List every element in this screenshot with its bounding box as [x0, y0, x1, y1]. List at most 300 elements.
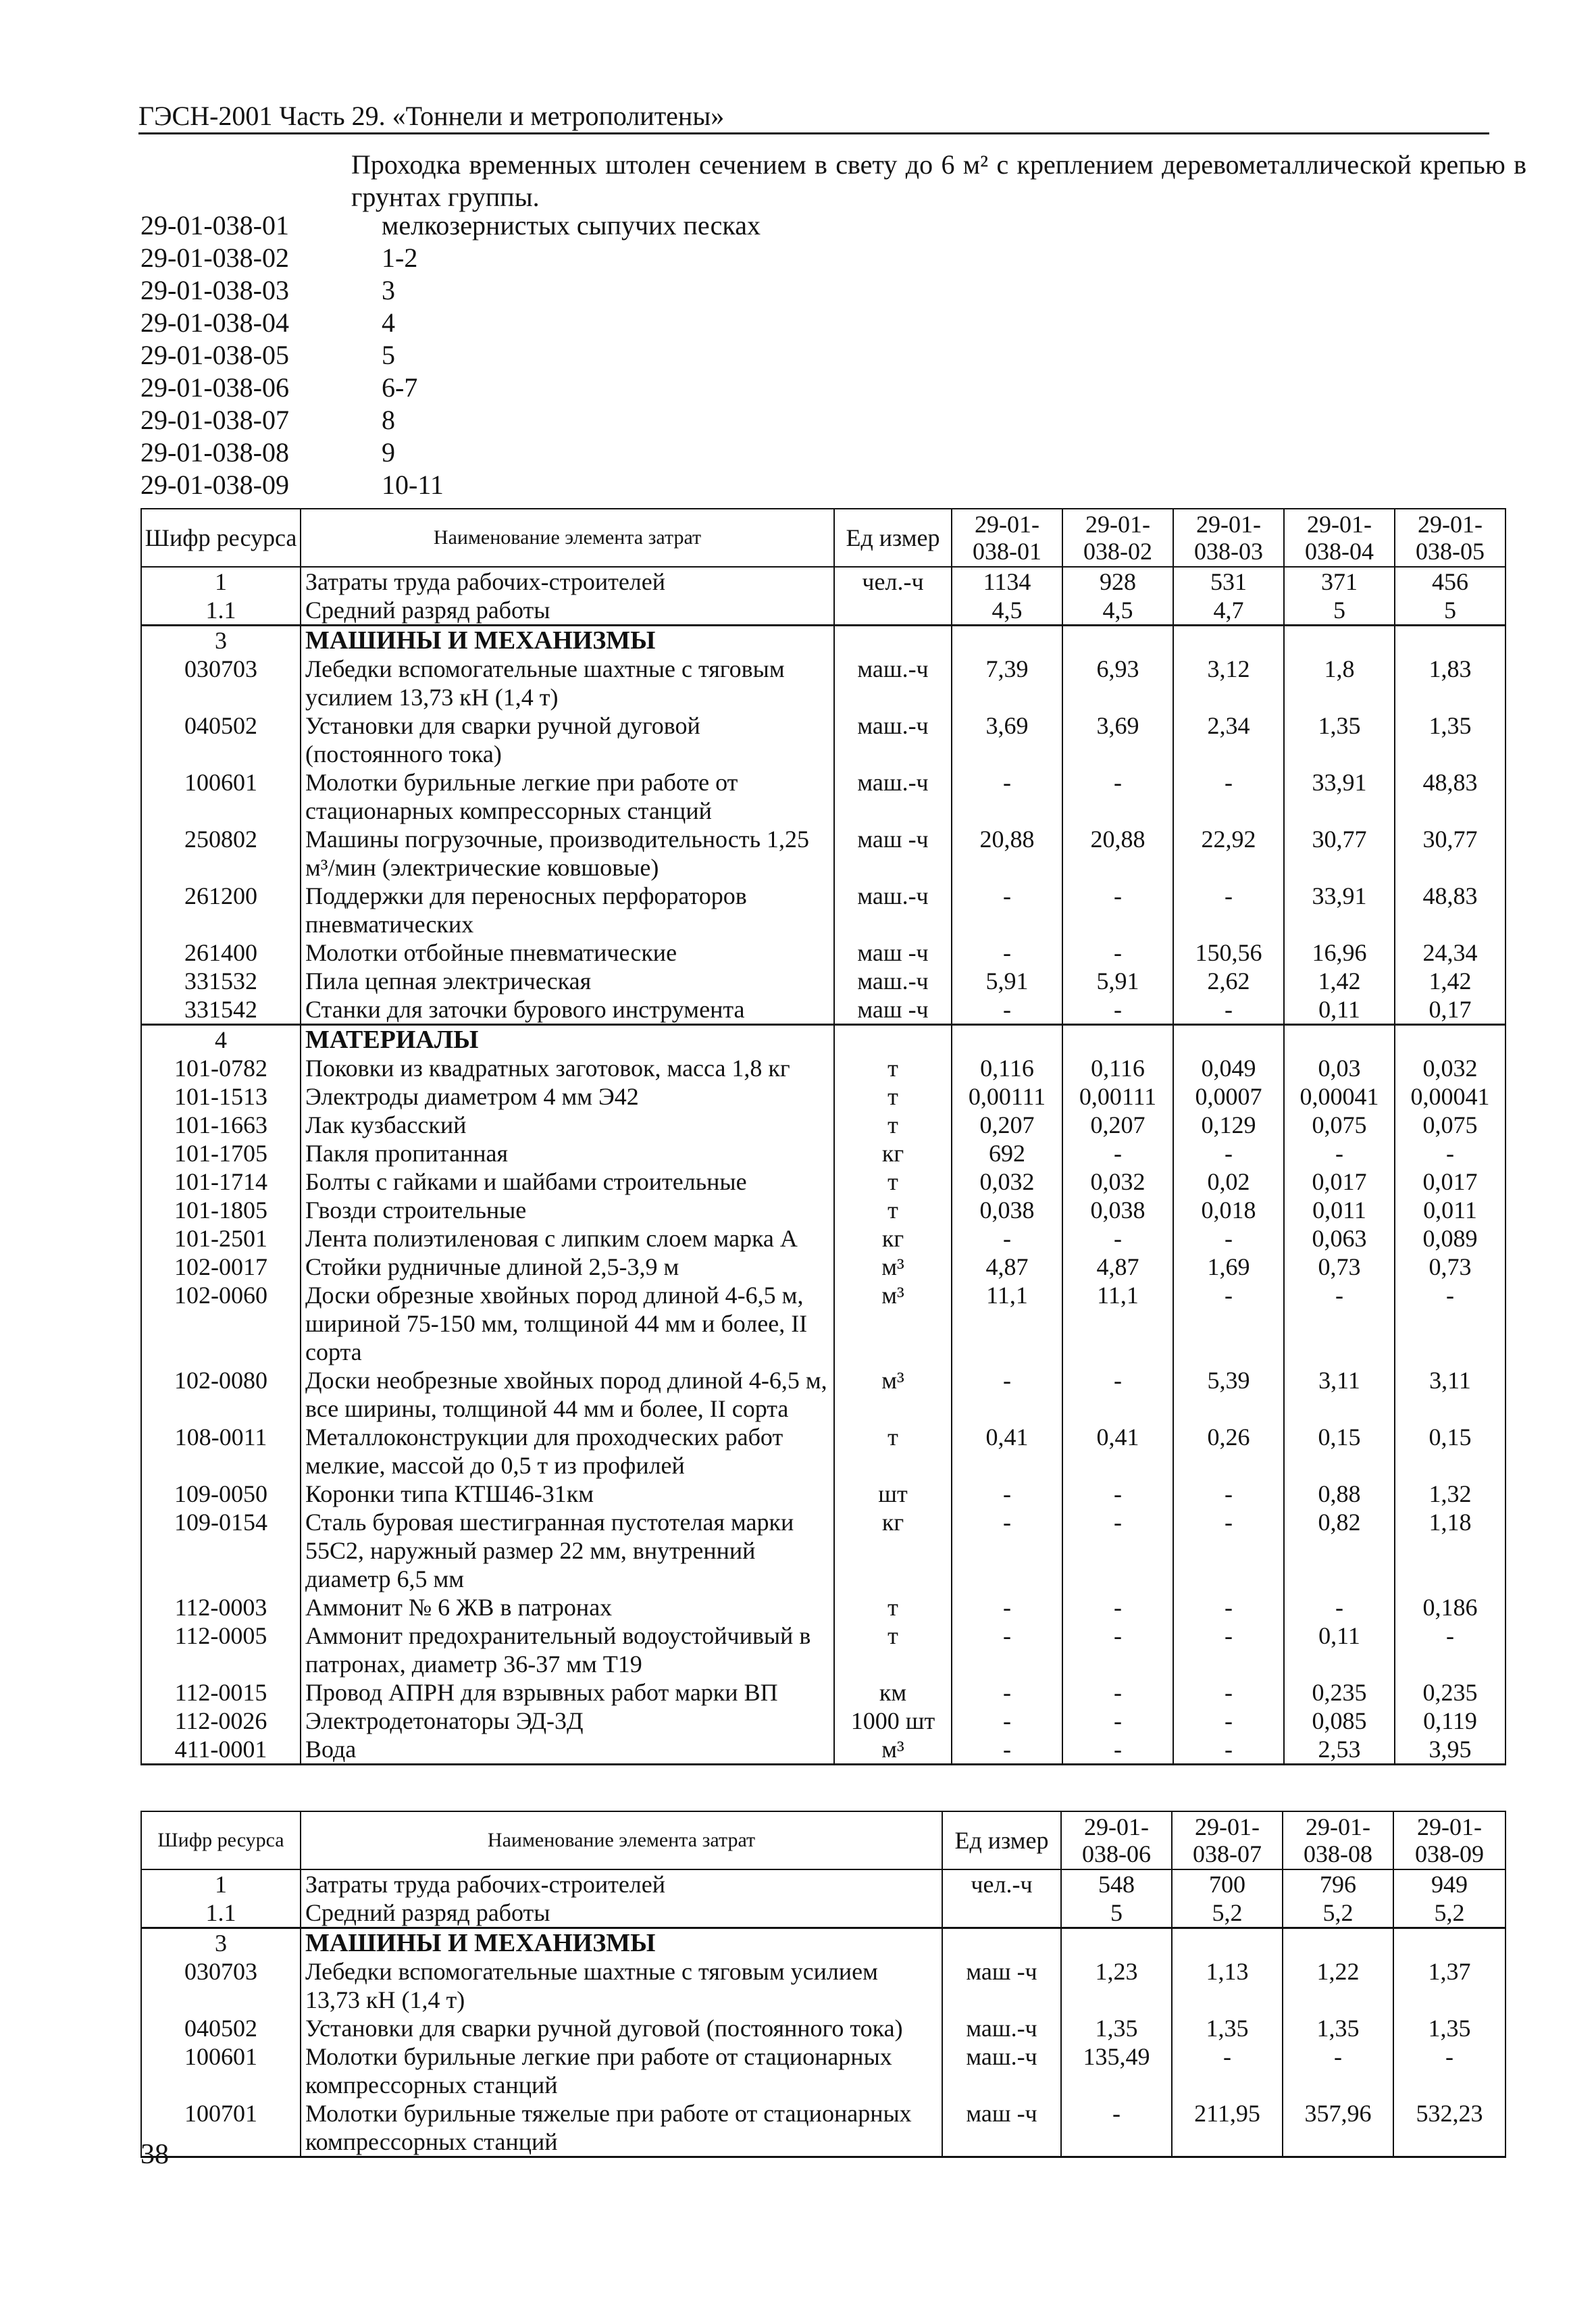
resource-value: -: [1062, 1366, 1173, 1423]
table-row: [141, 825, 1505, 882]
resource-value: 1134: [952, 567, 1062, 596]
variant-item: [140, 339, 883, 372]
variant-list: [140, 209, 883, 501]
resource-value: 211,95: [1172, 2099, 1283, 2157]
resource-value: -: [952, 768, 1062, 825]
resource-value: -: [1284, 1281, 1395, 1366]
resource-value: 1,37: [1393, 1957, 1505, 2014]
resource-name: МАТЕРИАЛЫ: [301, 1025, 834, 1055]
variant-item: [140, 242, 883, 274]
col-header-name: Наименование элемента затрат: [301, 1811, 942, 1869]
resource-value: 2,62: [1173, 967, 1284, 995]
resource-value: -: [952, 882, 1062, 938]
table-row: [141, 1082, 1505, 1111]
resource-value: 20,88: [1062, 825, 1173, 882]
resource-name: Доски обрезные хвойных пород длиной 4-6,5 м, шириной 75-150 мм, толщиной 44 мм и более, II сорта: [301, 1281, 834, 1366]
table-row: [141, 1869, 1505, 1898]
resource-name: Болты с гайками и шайбами строительные: [301, 1167, 834, 1196]
resource-value: -: [1284, 1139, 1395, 1167]
resource-value: 4,87: [1062, 1253, 1173, 1281]
resource-value: -: [1284, 1593, 1395, 1621]
resource-value: 0,15: [1284, 1423, 1395, 1480]
resource-name: Металлоконструкции для проходческих работ мелкие, массой до 0,5 т из профилей: [301, 1423, 834, 1480]
resource-value: 5,39: [1173, 1366, 1284, 1423]
resource-unit: т: [834, 1621, 952, 1678]
resource-code: 112-0015: [141, 1678, 301, 1707]
resource-value: 532,23: [1393, 2099, 1505, 2157]
resource-unit: т: [834, 1423, 952, 1480]
resource-value: 0,038: [952, 1196, 1062, 1224]
variant-code: 29-01-038-06: [140, 372, 289, 403]
resource-value: -: [1173, 1621, 1284, 1678]
resource-value: 0,038: [1062, 1196, 1173, 1224]
resource-value: 11,1: [1062, 1281, 1173, 1366]
table-row: [141, 882, 1505, 938]
resource-value: -: [952, 1621, 1062, 1678]
resource-value: 5,2: [1393, 1898, 1505, 1928]
resource-value: 5,2: [1172, 1898, 1283, 1928]
resource-code: 102-0017: [141, 1253, 301, 1281]
resource-value: -: [1062, 1678, 1173, 1707]
resource-name: Поковки из квадратных заготовок, масса 1,8 кг: [301, 1054, 834, 1082]
resource-code: 030703: [141, 655, 301, 711]
resource-value: 0,03: [1284, 1054, 1395, 1082]
resource-value: -: [1062, 768, 1173, 825]
table-row: [141, 1139, 1505, 1167]
resource-unit: чел.-ч: [942, 1869, 1061, 1898]
col-header-variant: 29-01-038-06: [1061, 1811, 1172, 1869]
resource-value: [1172, 1928, 1283, 1958]
variant-item: [140, 274, 883, 307]
resource-value: 24,34: [1395, 938, 1505, 967]
resource-value: -: [952, 1508, 1062, 1593]
resource-code: 112-0026: [141, 1707, 301, 1735]
resource-value: 4,7: [1173, 596, 1284, 626]
resource-code: 331532: [141, 967, 301, 995]
resource-code: 040502: [141, 711, 301, 768]
table-row: [141, 1423, 1505, 1480]
resource-value: 0,235: [1395, 1678, 1505, 1707]
table-row: [141, 1224, 1505, 1253]
resource-value: -: [952, 995, 1062, 1025]
resource-value: -: [1062, 1508, 1173, 1593]
resource-value: 1,13: [1172, 1957, 1283, 2014]
resource-code: 112-0003: [141, 1593, 301, 1621]
col-header-variant: 29-01-038-09: [1393, 1811, 1505, 1869]
table-row: [141, 1928, 1505, 1958]
resource-value: 0,11: [1284, 1621, 1395, 1678]
resource-code: 3: [141, 626, 301, 655]
resource-unit: [942, 1928, 1061, 1958]
resource-value: -: [1062, 1735, 1173, 1765]
resource-name: Установки для сварки ручной дуговой (постоянного тока): [301, 2014, 942, 2042]
resource-unit: шт: [834, 1480, 952, 1508]
header-rule: [138, 132, 1489, 134]
table-row: [141, 1621, 1505, 1678]
resource-code: 109-0154: [141, 1508, 301, 1593]
resource-unit: т: [834, 1054, 952, 1082]
resource-value: 0,15: [1395, 1423, 1505, 1480]
resource-name: Электроды диаметром 4 мм Э42: [301, 1082, 834, 1111]
table-row: [141, 1957, 1505, 2014]
resource-value: -: [952, 1735, 1062, 1765]
table-row: [141, 1054, 1505, 1082]
resource-value: -: [1173, 1480, 1284, 1508]
resource-value: 0,116: [1062, 1054, 1173, 1082]
resource-name: Стойки рудничные длиной 2,5-3,9 м: [301, 1253, 834, 1281]
resource-unit: кг: [834, 1139, 952, 1167]
resource-value: 5: [1284, 596, 1395, 626]
table-row: [141, 596, 1505, 626]
resource-value: 371: [1284, 567, 1395, 596]
resource-name: Доски необрезные хвойных пород длиной 4-6,5 м, все ширины, толщиной 44 мм и более, II сорта: [301, 1366, 834, 1423]
resource-value: 4,5: [952, 596, 1062, 626]
variant-desc: 5: [382, 340, 395, 370]
resource-value: 0,02: [1173, 1167, 1284, 1196]
resource-name: Машины погрузочные, производительность 1,25 м³/мин (электрические ковшовые): [301, 825, 834, 882]
resource-value: 692: [952, 1139, 1062, 1167]
table-row: [141, 711, 1505, 768]
resource-value: -: [1393, 2042, 1505, 2099]
resource-value: -: [1173, 1678, 1284, 1707]
resource-value: 2,53: [1284, 1735, 1395, 1765]
resource-value: 1,35: [1172, 2014, 1283, 2042]
resource-table-1: [140, 508, 1506, 1765]
resource-value: 0,00111: [952, 1082, 1062, 1111]
resource-name: Молотки бурильные легкие при работе от стационарных компрессорных станций: [301, 2042, 942, 2099]
resource-value: 4,87: [952, 1253, 1062, 1281]
resource-value: -: [952, 1593, 1062, 1621]
resource-name: Затраты труда рабочих-строителей: [301, 1869, 942, 1898]
resource-code: 1: [141, 567, 301, 596]
resource-name: Молотки бурильные легкие при работе от стационарных компрессорных станций: [301, 768, 834, 825]
resource-value: 1,35: [1284, 711, 1395, 768]
resource-unit: маш -ч: [942, 2099, 1061, 2157]
resource-name: Вода: [301, 1735, 834, 1765]
resource-value: 0,017: [1284, 1167, 1395, 1196]
resource-value: 0,129: [1173, 1111, 1284, 1139]
variant-code: 29-01-038-09: [140, 470, 289, 500]
resource-value: -: [1173, 1281, 1284, 1366]
resource-value: 0,73: [1284, 1253, 1395, 1281]
resource-unit: маш.-ч: [942, 2042, 1061, 2099]
resource-value: 33,91: [1284, 768, 1395, 825]
resource-value: 2,34: [1173, 711, 1284, 768]
resource-value: 3,11: [1395, 1366, 1505, 1423]
resource-value: 1,42: [1284, 967, 1395, 995]
resource-value: -: [1173, 1508, 1284, 1593]
table-row: [141, 1196, 1505, 1224]
resource-unit: м³: [834, 1281, 952, 1366]
variant-desc: 10-11: [382, 470, 444, 500]
resource-code: 100701: [141, 2099, 301, 2157]
resource-value: 0,075: [1284, 1111, 1395, 1139]
resource-value: 20,88: [952, 825, 1062, 882]
resource-code: 102-0060: [141, 1281, 301, 1366]
resource-name: Сталь буровая шестигранная пустотелая марки 55С2, наружный размер 22 мм, внутренний диаметр 6,5 мм: [301, 1508, 834, 1593]
resource-value: [1284, 1025, 1395, 1055]
resource-value: -: [952, 1707, 1062, 1735]
resource-code: 1.1: [141, 596, 301, 626]
table-row: [141, 567, 1505, 596]
col-header-variant: 29-01-038-01: [952, 509, 1062, 567]
table-row: [141, 1707, 1505, 1735]
table-row: [141, 2042, 1505, 2099]
resource-value: 0,085: [1284, 1707, 1395, 1735]
resource-value: 0,00041: [1284, 1082, 1395, 1111]
col-header-code: Шифр ресурса: [141, 1811, 301, 1869]
resource-value: 16,96: [1284, 938, 1395, 967]
resource-code: 101-1513: [141, 1082, 301, 1111]
resource-value: 5: [1061, 1898, 1172, 1928]
col-header-code: Шифр ресурса: [141, 509, 301, 567]
resource-code: 102-0080: [141, 1366, 301, 1423]
resource-value: 3,69: [952, 711, 1062, 768]
resource-value: -: [1172, 2042, 1283, 2099]
resource-table-2: [140, 1811, 1506, 2158]
col-header-unit: Ед измер: [834, 509, 952, 567]
variant-item: [140, 372, 883, 404]
resource-name: Установки для сварки ручной дуговой (постоянного тока): [301, 711, 834, 768]
resource-value: -: [1173, 1735, 1284, 1765]
resource-code: 101-1805: [141, 1196, 301, 1224]
resource-code: 101-1705: [141, 1139, 301, 1167]
resource-code: 101-0782: [141, 1054, 301, 1082]
resource-code: 3: [141, 1928, 301, 1958]
table-header-row: [141, 509, 1505, 567]
table-row: [141, 2014, 1505, 2042]
resource-value: 150,56: [1173, 938, 1284, 967]
resource-unit: т: [834, 1111, 952, 1139]
resource-value: 1,35: [1283, 2014, 1393, 2042]
table-row: [141, 1898, 1505, 1928]
resource-value: 1,32: [1395, 1480, 1505, 1508]
page-header: ГЭСН-2001 Часть 29. «Тоннели и метрополитены»: [138, 101, 725, 131]
resource-code: 4: [141, 1025, 301, 1055]
table-row: [141, 1508, 1505, 1593]
resource-name: Гвозди строительные: [301, 1196, 834, 1224]
resource-value: 0,235: [1284, 1678, 1395, 1707]
resource-value: -: [1395, 1139, 1505, 1167]
resource-code: 101-1714: [141, 1167, 301, 1196]
resource-value: 548: [1061, 1869, 1172, 1898]
resource-value: 0,11: [1284, 995, 1395, 1025]
resource-name: Средний разряд работы: [301, 1898, 942, 1928]
resource-value: 0,88: [1284, 1480, 1395, 1508]
col-header-name: Наименование элемента затрат: [301, 509, 834, 567]
resource-unit: маш -ч: [834, 825, 952, 882]
resource-value: 3,69: [1062, 711, 1173, 768]
table-row: [141, 1111, 1505, 1139]
resource-value: 0,17: [1395, 995, 1505, 1025]
resource-value: [1061, 1928, 1172, 1958]
resource-value: 0,011: [1284, 1196, 1395, 1224]
resource-value: 3,95: [1395, 1735, 1505, 1765]
resource-value: [1173, 1025, 1284, 1055]
resource-code: 1.1: [141, 1898, 301, 1928]
resource-value: 5,91: [1062, 967, 1173, 995]
resource-value: -: [1173, 995, 1284, 1025]
resource-unit: т: [834, 1167, 952, 1196]
resource-value: -: [952, 1678, 1062, 1707]
table-row: [141, 995, 1505, 1025]
variant-code: 29-01-038-02: [140, 243, 289, 273]
variant-desc: 3: [382, 275, 395, 305]
resource-unit: км: [834, 1678, 952, 1707]
resource-value: [952, 1025, 1062, 1055]
resource-code: 1: [141, 1869, 301, 1898]
table-body: [141, 567, 1505, 1765]
resource-code: 100601: [141, 2042, 301, 2099]
resource-unit: маш.-ч: [834, 882, 952, 938]
resource-value: 7,39: [952, 655, 1062, 711]
variant-code: 29-01-038-05: [140, 340, 289, 370]
resource-unit: маш -ч: [942, 1957, 1061, 2014]
resource-code: 040502: [141, 2014, 301, 2042]
table-header-row: [141, 1811, 1505, 1869]
resource-value: 22,92: [1173, 825, 1284, 882]
resource-code: 101-1663: [141, 1111, 301, 1139]
resource-value: [1395, 1025, 1505, 1055]
table-row: [141, 938, 1505, 967]
resource-value: 30,77: [1284, 825, 1395, 882]
table-body: [141, 1869, 1505, 2157]
resource-name: Коронки типа КТШ46-31км: [301, 1480, 834, 1508]
resource-code: 261200: [141, 882, 301, 938]
resource-value: 0,207: [1062, 1111, 1173, 1139]
table-row: [141, 1593, 1505, 1621]
variant-code: 29-01-038-08: [140, 437, 289, 468]
resource-value: [1393, 1928, 1505, 1958]
resource-value: 456: [1395, 567, 1505, 596]
resource-unit: м³: [834, 1366, 952, 1423]
col-header-variant: 29-01-038-03: [1173, 509, 1284, 567]
resource-value: 1,35: [1061, 2014, 1172, 2042]
resource-value: 0,26: [1173, 1423, 1284, 1480]
resource-unit: чел.-ч: [834, 567, 952, 596]
col-header-variant: 29-01-038-07: [1172, 1811, 1283, 1869]
resource-value: 0,207: [952, 1111, 1062, 1139]
resource-value: -: [1062, 995, 1173, 1025]
resource-unit: м³: [834, 1735, 952, 1765]
table-row: [141, 1281, 1505, 1366]
variant-item: [140, 307, 883, 339]
resource-name: Электродетонаторы ЭД-3Д: [301, 1707, 834, 1735]
resource-unit: т: [834, 1196, 952, 1224]
resource-value: -: [952, 1224, 1062, 1253]
resource-value: 0,0007: [1173, 1082, 1284, 1111]
resource-value: 1,8: [1284, 655, 1395, 711]
resource-value: [1284, 626, 1395, 655]
resource-value: 0,018: [1173, 1196, 1284, 1224]
resource-value: 48,83: [1395, 882, 1505, 938]
resource-value: 1,69: [1173, 1253, 1284, 1281]
resource-value: 0,116: [952, 1054, 1062, 1082]
resource-name: МАШИНЫ И МЕХАНИЗМЫ: [301, 626, 834, 655]
resource-code: 112-0005: [141, 1621, 301, 1678]
table-row: [141, 1735, 1505, 1765]
resource-unit: маш -ч: [834, 995, 952, 1025]
resource-unit: маш.-ч: [942, 2014, 1061, 2042]
resource-value: -: [1173, 882, 1284, 938]
resource-unit: маш.-ч: [834, 967, 952, 995]
table-row: [141, 626, 1505, 655]
table-row: [141, 2099, 1505, 2157]
resource-value: 0,82: [1284, 1508, 1395, 1593]
table-row: [141, 1366, 1505, 1423]
resource-unit: [834, 596, 952, 626]
resource-value: -: [1173, 1707, 1284, 1735]
resource-unit: кг: [834, 1224, 952, 1253]
resource-unit: маш.-ч: [834, 655, 952, 711]
variant-item: [140, 436, 883, 469]
variant-desc: 4: [382, 307, 395, 338]
resource-value: -: [1062, 1139, 1173, 1167]
resource-unit: кг: [834, 1508, 952, 1593]
resource-value: 5: [1395, 596, 1505, 626]
col-header-variant: 29-01-038-08: [1283, 1811, 1393, 1869]
table-row: [141, 1480, 1505, 1508]
variant-item: [140, 209, 883, 242]
resource-value: 3,11: [1284, 1366, 1395, 1423]
resource-unit: [942, 1898, 1061, 1928]
resource-value: 0,73: [1395, 1253, 1505, 1281]
resource-value: -: [952, 1480, 1062, 1508]
table-row: [141, 768, 1505, 825]
resource-value: -: [1062, 1707, 1173, 1735]
resource-value: 5,2: [1283, 1898, 1393, 1928]
table-row: [141, 1167, 1505, 1196]
variant-code: 29-01-038-03: [140, 275, 289, 305]
resource-value: 531: [1173, 567, 1284, 596]
resource-value: 1,42: [1395, 967, 1505, 995]
resource-value: [1395, 626, 1505, 655]
variant-code: 29-01-038-04: [140, 307, 289, 338]
resource-value: 0,032: [1062, 1167, 1173, 1196]
resource-value: 33,91: [1284, 882, 1395, 938]
resource-value: -: [1062, 1480, 1173, 1508]
resource-name: Лак кузбасский: [301, 1111, 834, 1139]
resource-code: 411-0001: [141, 1735, 301, 1765]
resource-code: 109-0050: [141, 1480, 301, 1508]
resource-value: 5,91: [952, 967, 1062, 995]
resource-name: Лебедки вспомогательные шахтные с тяговым усилием 13,73 кН (1,4 т): [301, 1957, 942, 2014]
resource-value: 0,00041: [1395, 1082, 1505, 1111]
resource-name: Провод АПРН для взрывных работ марки ВП: [301, 1678, 834, 1707]
resource-value: 0,011: [1395, 1196, 1505, 1224]
resource-value: [952, 626, 1062, 655]
resource-code: 250802: [141, 825, 301, 882]
resource-value: 0,186: [1395, 1593, 1505, 1621]
resource-value: 48,83: [1395, 768, 1505, 825]
resource-name: Средний разряд работы: [301, 596, 834, 626]
resource-name: Затраты труда рабочих-строителей: [301, 567, 834, 596]
resource-name: Аммонит предохранительный водоустойчивый в патронах, диаметр 36-37 мм Т19: [301, 1621, 834, 1678]
section-intro: Проходка временных штолен сечением в свету до 6 м² с креплением деревометаллической крепью в грунтах группы.: [351, 149, 1526, 212]
table-row: [141, 1253, 1505, 1281]
resource-unit: 1000 шт: [834, 1707, 952, 1735]
resource-value: [1062, 1025, 1173, 1055]
resource-value: -: [1062, 1593, 1173, 1621]
resource-value: [1062, 626, 1173, 655]
variant-desc: 8: [382, 405, 395, 435]
resource-value: 0,075: [1395, 1111, 1505, 1139]
resource-unit: [834, 626, 952, 655]
variant-item: [140, 469, 883, 501]
resource-value: -: [952, 1366, 1062, 1423]
table-row: [141, 1678, 1505, 1707]
resource-unit: маш -ч: [834, 938, 952, 967]
